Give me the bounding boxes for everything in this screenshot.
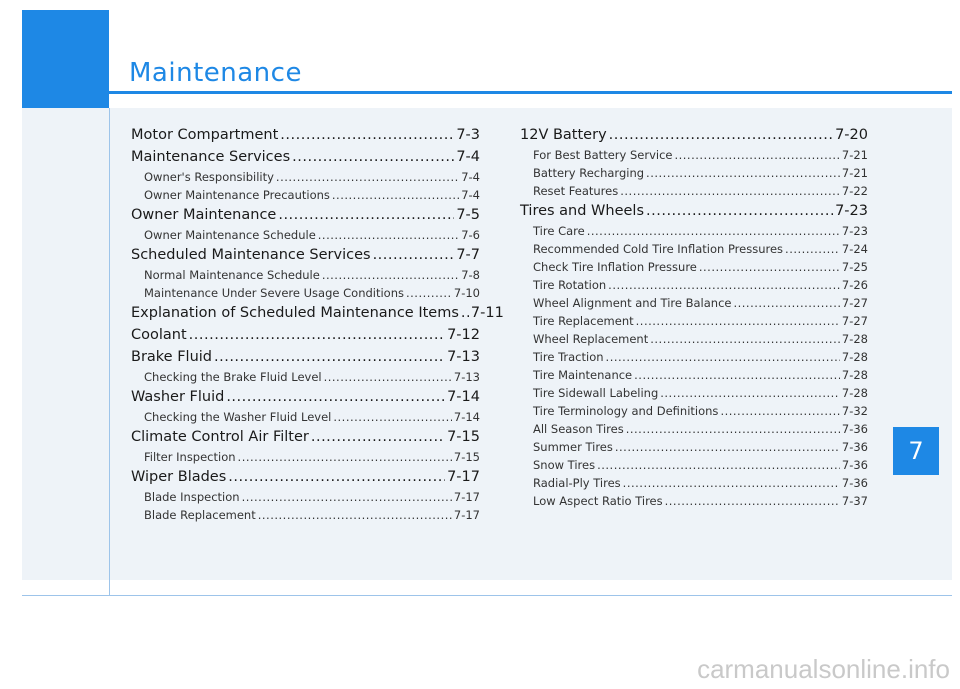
toc-entry[interactable]	[520, 146, 868, 164]
toc-leader-dots	[373, 244, 455, 266]
toc-entry[interactable]	[131, 266, 480, 284]
side-rule	[109, 108, 110, 596]
toc-entry[interactable]	[131, 168, 480, 186]
toc-leader-dots	[238, 448, 452, 466]
toc-entry-title: Coolant	[131, 327, 187, 343]
toc-entry-page: 7-4	[456, 149, 480, 165]
toc-entry[interactable]	[520, 200, 868, 222]
toc-entry[interactable]	[520, 276, 868, 294]
toc-leader-dots	[674, 146, 839, 164]
toc-entry[interactable]	[520, 456, 868, 474]
toc-entry-page: 7-5	[456, 207, 480, 223]
toc-entry-page: 7-23	[835, 203, 868, 219]
toc-entry-page: 7-13	[447, 349, 480, 365]
toc-entry-title: Climate Control Air Filter	[131, 429, 309, 445]
toc-leader-dots	[318, 226, 459, 244]
toc-entry-title: Recommended Cold Tire Inflation Pressures	[533, 242, 784, 256]
toc-entry-title: Maintenance Under Severe Usage Conditions	[144, 286, 404, 300]
toc-leader-dots	[332, 186, 459, 204]
toc-entry-page: 7-28	[841, 332, 868, 346]
toc-leader-dots	[278, 204, 454, 226]
toc-entry-page: 7-10	[453, 286, 480, 300]
toc-entry-title: Tire Care	[533, 224, 585, 238]
toc-entry-title: Summer Tires	[533, 440, 613, 454]
toc-leader-dots	[228, 466, 445, 488]
toc-leader-dots	[608, 276, 840, 294]
toc-entry-page: 7-6	[461, 228, 480, 242]
toc-entry[interactable]	[131, 226, 480, 244]
toc-entry[interactable]	[520, 348, 868, 366]
toc-entry[interactable]	[520, 492, 868, 510]
toc-entry-page: 7-17	[447, 469, 480, 485]
toc-leader-dots	[258, 506, 452, 524]
toc-leader-dots	[333, 408, 452, 426]
toc-entry-page: 7-26	[841, 278, 868, 292]
toc-entry[interactable]	[131, 124, 480, 146]
toc-entry[interactable]	[520, 402, 868, 420]
toc-entry-page: 7-17	[453, 508, 480, 522]
toc-entry-page: 7-25	[841, 260, 868, 274]
toc-entry-title: Scheduled Maintenance Services	[131, 247, 371, 263]
toc-entry-page: 7-14	[447, 389, 480, 405]
toc-entry-title: Tire Maintenance	[533, 368, 633, 382]
toc-leader-dots	[720, 402, 839, 420]
toc-entry[interactable]	[131, 466, 480, 488]
toc-entry[interactable]	[131, 186, 480, 204]
toc-leader-dots	[626, 420, 840, 438]
toc-entry[interactable]	[520, 330, 868, 348]
toc-entry-page: 7-11	[470, 305, 504, 321]
toc-entry[interactable]	[520, 366, 868, 384]
toc-entry-title: Tire Replacement	[533, 314, 634, 328]
toc-entry-page: 7-28	[841, 350, 868, 364]
toc-entry-page: 7-17	[453, 490, 480, 504]
toc-entry[interactable]	[131, 448, 480, 466]
toc-entry-title: Check Tire Inflation Pressure	[533, 260, 697, 274]
toc-leader-dots	[406, 284, 452, 302]
toc-column-right	[520, 124, 868, 510]
toc-leader-dots	[322, 266, 459, 284]
toc-entry[interactable]	[520, 164, 868, 182]
toc-entry[interactable]	[131, 488, 480, 506]
toc-entry-page: 7-21	[841, 166, 868, 180]
toc-entry-title: Maintenance Services	[131, 149, 291, 165]
toc-entry-title: Owner's Responsibility	[144, 170, 274, 184]
toc-entry-page: 7-15	[453, 450, 480, 464]
toc-entry-title: Tire Terminology and Definitions	[533, 404, 719, 418]
toc-leader-dots	[292, 146, 454, 168]
toc-entry-page: 7-36	[841, 440, 868, 454]
toc-entry-title: Filter Inspection	[144, 450, 236, 464]
toc-entry[interactable]	[131, 284, 480, 302]
toc-entry[interactable]	[131, 426, 480, 448]
toc-leader-dots	[646, 164, 840, 182]
toc-entry-page: 7-37	[841, 494, 868, 508]
toc-entry[interactable]	[520, 258, 868, 276]
toc-leader-dots	[615, 438, 840, 456]
toc-entry-page: 7-36	[841, 476, 868, 490]
toc-entry-title: Motor Compartment	[131, 127, 279, 143]
toc-entry-title: Battery Recharging	[533, 166, 645, 180]
toc-entry-title: Wheel Alignment and Tire Balance	[533, 296, 732, 310]
toc-entry-title: Low Aspect Ratio Tires	[533, 494, 663, 508]
toc-entry-title: Owner Maintenance Schedule	[144, 228, 316, 242]
toc-entry-title: Washer Fluid	[131, 389, 225, 405]
toc-entry-title: Tire Sidewall Labeling	[533, 386, 659, 400]
toc-entry-page: 7-15	[447, 429, 480, 445]
toc-entry[interactable]	[520, 438, 868, 456]
toc-entry-page: 7-28	[841, 368, 868, 382]
toc-column-left	[131, 124, 504, 524]
toc-entry-page: 7-22	[841, 184, 868, 198]
watermark: carmanualsonline.info	[697, 654, 950, 684]
toc-entry-page: 7-36	[841, 458, 868, 472]
toc-entry-title: Tires and Wheels	[520, 203, 645, 219]
toc-entry[interactable]	[131, 204, 480, 226]
toc-entry-page: 7-7	[456, 247, 480, 263]
toc-entry-page: 7-4	[461, 170, 480, 184]
toc-leader-dots	[606, 348, 840, 366]
toc-entry-title: All Season Tires	[533, 422, 624, 436]
toc-entry[interactable]	[131, 506, 480, 524]
toc-entry[interactable]	[131, 408, 480, 426]
toc-leader-dots	[597, 456, 840, 474]
header-rule	[22, 91, 952, 94]
toc-entry-title: Owner Maintenance	[131, 207, 277, 223]
toc-entry-title: Checking the Brake Fluid Level	[144, 370, 322, 384]
toc-entry-title: Blade Replacement	[144, 508, 256, 522]
toc-entry-title: Radial-Ply Tires	[533, 476, 621, 490]
toc-leader-dots	[733, 294, 839, 312]
toc-entry-title: Blade Inspection	[144, 490, 240, 504]
toc-entry-title: Checking the Washer Fluid Level	[144, 410, 332, 424]
toc-entry[interactable]	[520, 240, 868, 258]
toc-entry[interactable]	[520, 312, 868, 330]
toc-entry-page: 7-24	[841, 242, 868, 256]
toc-leader-dots	[665, 492, 840, 510]
toc-leader-dots	[609, 124, 833, 146]
toc-leader-dots	[660, 384, 840, 402]
toc-entry-page: 7-27	[841, 314, 868, 328]
toc-entry-page: 7-23	[841, 224, 868, 238]
toc-leader-dots	[587, 222, 840, 240]
toc-leader-dots	[461, 302, 469, 324]
toc-entry[interactable]	[131, 386, 480, 408]
toc-entry-title: Explanation of Scheduled Maintenance Items	[131, 305, 459, 321]
toc-entry-page: 7-28	[841, 386, 868, 400]
toc-entry-title: Owner Maintenance Precautions	[144, 188, 330, 202]
toc-entry-title: For Best Battery Service	[533, 148, 673, 162]
toc-entry-title: Tire Rotation	[533, 278, 607, 292]
toc-entry-title: 12V Battery	[520, 127, 607, 143]
toc-entry-page: 7-12	[447, 327, 480, 343]
toc-entry-page: 7-21	[841, 148, 868, 162]
toc-entry[interactable]	[520, 420, 868, 438]
toc-leader-dots	[636, 312, 840, 330]
toc-entry[interactable]	[520, 222, 868, 240]
toc-entry-title: Wheel Replacement	[533, 332, 649, 346]
chapter-tab[interactable]: 7	[893, 427, 939, 475]
toc-entry[interactable]	[520, 474, 868, 492]
toc-entry-title: Normal Maintenance Schedule	[144, 268, 320, 282]
toc-entry-page: 7-36	[841, 422, 868, 436]
toc-leader-dots	[276, 168, 459, 186]
toc-leader-dots	[634, 366, 840, 384]
toc-entry[interactable]	[131, 244, 480, 266]
toc-leader-dots	[699, 258, 840, 276]
toc-entry[interactable]	[520, 124, 868, 146]
toc-entry-page: 7-4	[461, 188, 480, 202]
toc-leader-dots	[324, 368, 452, 386]
toc-entry[interactable]	[131, 368, 480, 386]
toc-leader-dots	[311, 426, 445, 448]
toc-entry-page: 7-8	[461, 268, 480, 282]
toc-leader-dots	[280, 124, 454, 146]
toc-entry[interactable]	[131, 324, 480, 346]
toc-entry[interactable]	[131, 346, 480, 368]
toc-leader-dots	[785, 240, 840, 258]
toc-leader-dots	[646, 200, 833, 222]
toc-entry-title: Brake Fluid	[131, 349, 212, 365]
toc-entry[interactable]	[131, 146, 480, 168]
toc-leader-dots	[650, 330, 840, 348]
toc-leader-dots	[214, 346, 445, 368]
toc-leader-dots	[226, 386, 445, 408]
toc-entry-title: Tire Traction	[533, 350, 604, 364]
toc-entry-title: Reset Features	[533, 184, 619, 198]
page-title: Maintenance	[129, 58, 302, 88]
toc-entry[interactable]	[520, 294, 868, 312]
toc-leader-dots	[189, 324, 445, 346]
toc-entry-page: 7-3	[456, 127, 480, 143]
toc-leader-dots	[620, 182, 840, 200]
toc-entry-page: 7-32	[841, 404, 868, 418]
bottom-rule	[22, 595, 952, 596]
toc-entry[interactable]	[131, 302, 504, 324]
toc-entry[interactable]	[520, 384, 868, 402]
toc-leader-dots	[242, 488, 452, 506]
toc-entry-page: 7-27	[841, 296, 868, 310]
toc-entry-page: 7-13	[453, 370, 480, 384]
toc-entry-title: Snow Tires	[533, 458, 596, 472]
toc-entry-page: 7-20	[835, 127, 868, 143]
toc-leader-dots	[623, 474, 840, 492]
toc-entry[interactable]	[520, 182, 868, 200]
toc-entry-page: 7-14	[453, 410, 480, 424]
toc-entry-title: Wiper Blades	[131, 469, 227, 485]
